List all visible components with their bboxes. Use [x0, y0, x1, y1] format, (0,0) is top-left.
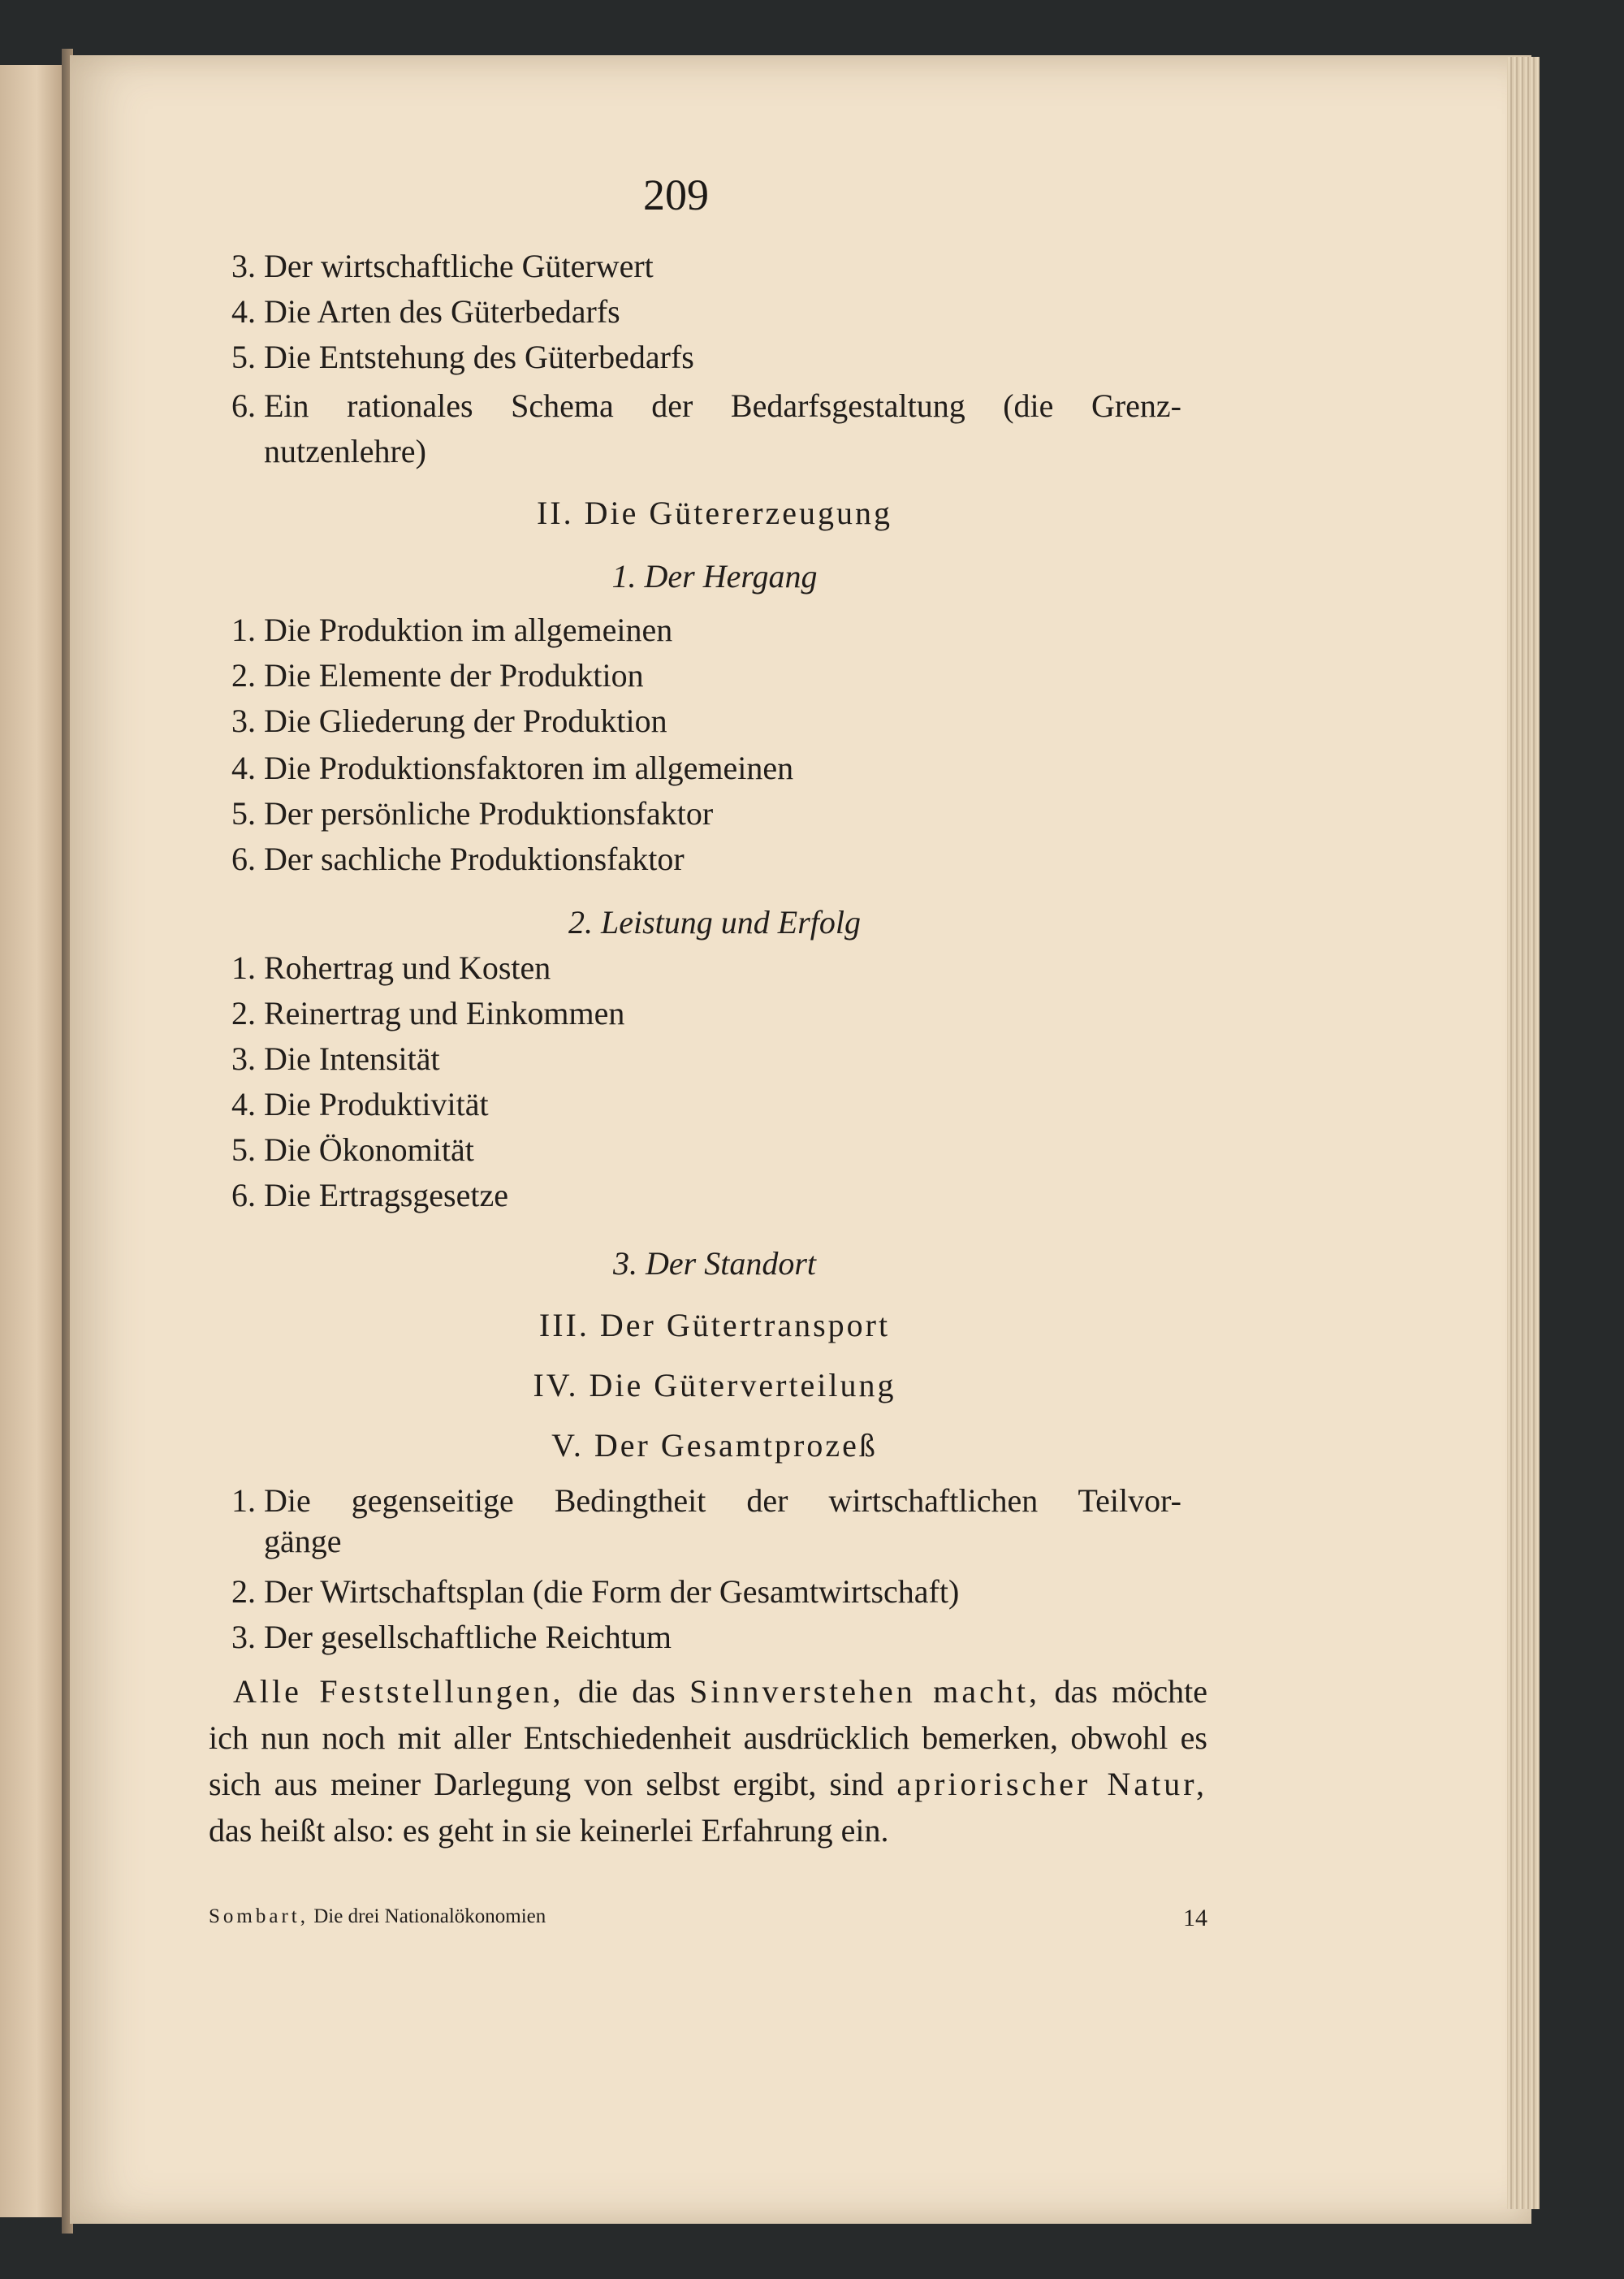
item-number: 1.: [231, 949, 256, 986]
item-text: Die Produktivität: [264, 1086, 489, 1122]
item-text: Die Intensität: [264, 1040, 440, 1077]
item-number: 6.: [231, 387, 256, 424]
item-number: 1.: [231, 1482, 256, 1519]
item-number: 3.: [231, 1619, 256, 1655]
item-number: 4.: [231, 750, 256, 786]
item-text: Der sachliche Produktionsfaktor: [264, 841, 685, 877]
page-content: [209, 0, 1218, 2279]
item-text: Die gegenseitige Bedingtheit der wirtschaftlichen Teilvor-: [264, 1482, 1181, 1519]
section-heading: III. Der Gütertransport: [538, 1307, 891, 1343]
paragraph-text: das möchte ich nun noch mit aller Entschiedenheit ausdrücklich bemerken, obwohl es sich aus meiner Darlegung von selbst ergibt, sind: [209, 1673, 1208, 1802]
page-footer: [209, 1901, 1207, 1933]
item-text: Reinertrag und Einkommen: [264, 995, 625, 1031]
item-number: 5.: [231, 795, 256, 832]
paragraph-text: das heißt also: es geht in sie keinerlei Erfahrung ein.: [209, 1812, 889, 1849]
item-text: Die Ertragsgesetze: [264, 1177, 508, 1213]
item-text: nutzenlehre): [264, 433, 426, 469]
page-number: 209: [643, 171, 709, 219]
facing-page-edge: [0, 65, 67, 2217]
item-text: Der gesellschaftliche Reichtum: [264, 1619, 672, 1655]
emphasis-text: apriorischer Natur,: [896, 1766, 1207, 1802]
emphasis-text: Sinnverstehen macht,: [689, 1673, 1040, 1710]
footer-author: Sombart,: [209, 1905, 309, 1927]
item-number: 2.: [231, 995, 256, 1031]
item-number: 2.: [231, 657, 256, 694]
item-number: 2.: [231, 1573, 256, 1610]
item-number: 3.: [231, 703, 256, 739]
subsection-heading: 3. Der Standort: [613, 1245, 816, 1282]
footer-title: Die drei Nationalökonomien: [313, 1905, 546, 1927]
item-text: Die Gliederung der Produktion: [264, 703, 667, 739]
subsection-heading: 1. Der Hergang: [611, 558, 818, 595]
item-number: 4.: [231, 293, 256, 330]
item-number: 4.: [231, 1086, 256, 1122]
section-heading: V. Der Gesamtprozeß: [551, 1427, 878, 1464]
paragraph-text: die das: [577, 1673, 676, 1710]
item-text: Der persönliche Produktionsfaktor: [264, 795, 714, 832]
item-text: Der wirtschaftliche Güterwert: [264, 248, 654, 284]
item-number: 1.: [231, 612, 256, 648]
subsection-heading: 2. Leistung und Erfolg: [568, 904, 862, 941]
item-text: Die Entstehung des Güterbedarfs: [264, 339, 694, 375]
signature-mark: 14: [1183, 1905, 1207, 1931]
item-number: 6.: [231, 841, 256, 877]
item-text: Die Produktionsfaktoren im allgemeinen: [264, 750, 794, 786]
item-text: Die Elemente der Produktion: [264, 657, 644, 694]
section-heading: II. Die Gütererzeugung: [536, 495, 893, 531]
item-number: 3.: [231, 1040, 256, 1077]
item-text: Der Wirtschaftsplan (die Form der Gesamtwirtschaft): [264, 1573, 960, 1610]
item-text: Rohertrag und Kosten: [264, 949, 551, 986]
emphasis-text: Alle Feststellungen,: [233, 1673, 564, 1710]
item-text: gänge: [264, 1523, 342, 1559]
item-number: 5.: [231, 339, 256, 375]
item-text: Die Ökonomität: [264, 1131, 474, 1168]
item-text: Die Produktion im allgemeinen: [264, 612, 673, 648]
item-number: 5.: [231, 1131, 256, 1168]
body-paragraph: [209, 1668, 1207, 1853]
item-number: 6.: [231, 1177, 256, 1213]
page-stack-edge: [1507, 57, 1540, 2209]
section-heading: IV. Die Güterverteilung: [533, 1367, 896, 1403]
item-text: Ein rationales Schema der Bedarfsgestaltung (die Grenz-: [264, 387, 1181, 424]
item-text: Die Arten des Güterbedarfs: [264, 293, 620, 330]
item-number: 3.: [231, 248, 256, 284]
